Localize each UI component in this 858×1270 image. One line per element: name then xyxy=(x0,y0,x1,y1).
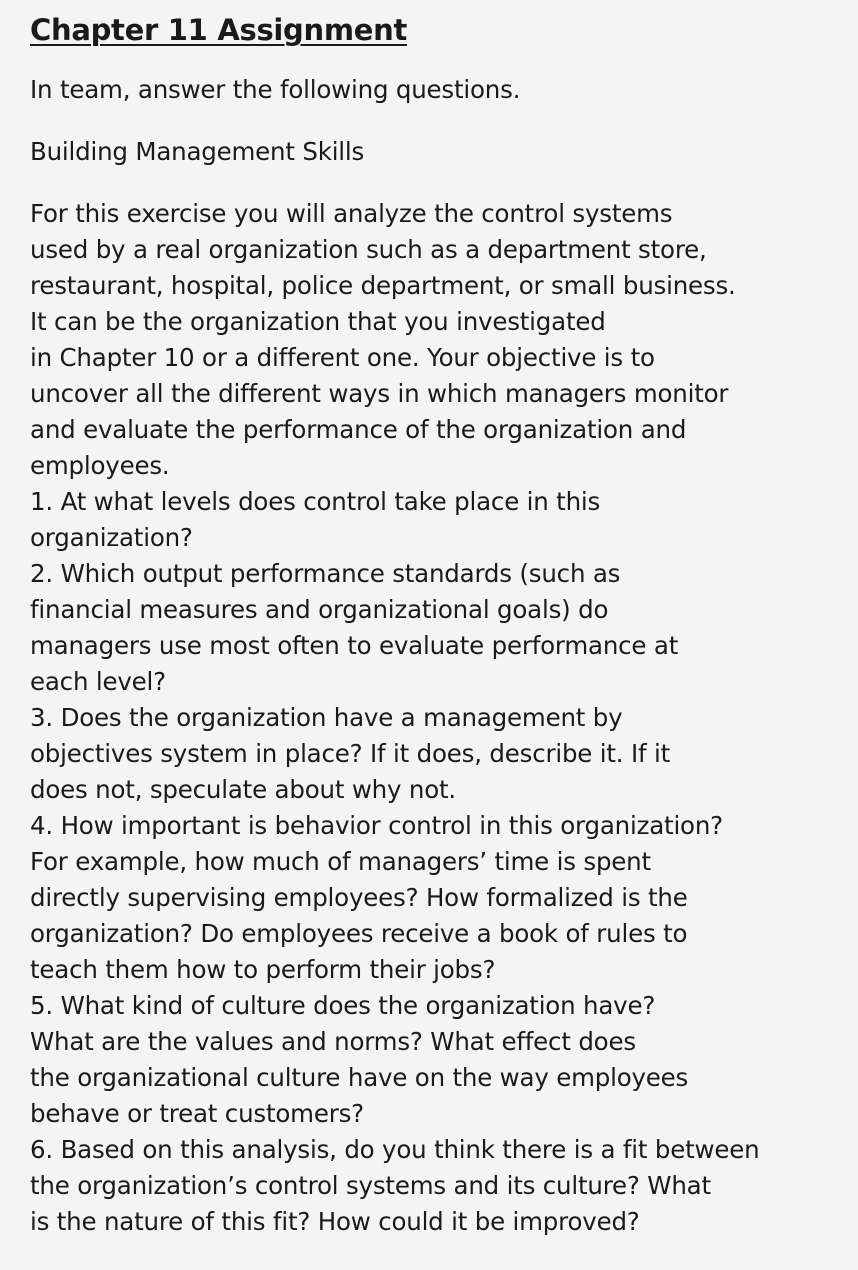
question-4-line: teach them how to perform their jobs? xyxy=(30,955,496,984)
question-2-line: financial measures and organizational goals) do xyxy=(30,595,609,624)
body-line: For this exercise you will analyze the control systems xyxy=(30,199,673,228)
question-3-line: 3. Does the organization have a management by xyxy=(30,703,623,732)
body-line: employees. xyxy=(30,451,170,480)
question-4-line: directly supervising employees? How formalized is the xyxy=(30,883,688,912)
section-heading: Building Management Skills xyxy=(30,137,365,166)
question-5-line: 5. What kind of culture does the organization have? xyxy=(30,991,656,1020)
question-1-line: 1. At what levels does control take place in this xyxy=(30,487,601,516)
question-3-line: does not, speculate about why not. xyxy=(30,775,456,804)
body-line: uncover all the different ways in which managers monitor xyxy=(30,379,729,408)
page-title: Chapter 11 Assignment xyxy=(30,13,408,47)
exercise-body xyxy=(30,196,828,1240)
question-3-line: objectives system in place? If it does, describe it. If it xyxy=(30,739,671,768)
question-5-line: What are the values and norms? What effect does xyxy=(30,1027,636,1056)
body-line: in Chapter 10 or a different one. Your objective is to xyxy=(30,343,655,372)
intro-text: In team, answer the following questions. xyxy=(30,75,521,104)
question-6-line: is the nature of this fit? How could it be improved? xyxy=(30,1207,640,1236)
question-1-line: organization? xyxy=(30,523,193,552)
question-5-line: the organizational culture have on the way employees xyxy=(30,1063,689,1092)
question-6-line: the organization’s control systems and its culture? What xyxy=(30,1171,711,1200)
body-line: and evaluate the performance of the organization and xyxy=(30,415,687,444)
question-4-line: organization? Do employees receive a book of rules to xyxy=(30,919,688,948)
body-line: restaurant, hospital, police department, or small business. xyxy=(30,271,736,300)
question-4-line: 4. How important is behavior control in this organization? xyxy=(30,811,723,840)
question-2-line: each level? xyxy=(30,667,166,696)
question-2-line: managers use most often to evaluate performance at xyxy=(30,631,679,660)
question-4-line: For example, how much of managers’ time is spent xyxy=(30,847,651,876)
question-2-line: 2. Which output performance standards (such as xyxy=(30,559,621,588)
question-6-line: 6. Based on this analysis, do you think there is a fit between xyxy=(30,1135,760,1164)
body-line: used by a real organization such as a department store, xyxy=(30,235,707,264)
body-line: It can be the organization that you investigated xyxy=(30,307,606,336)
question-5-line: behave or treat customers? xyxy=(30,1099,364,1128)
